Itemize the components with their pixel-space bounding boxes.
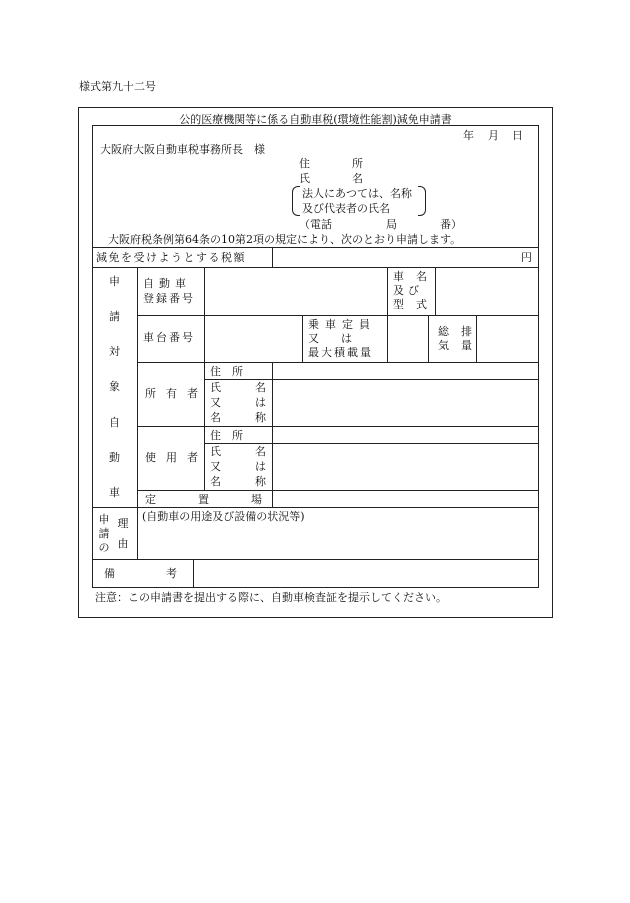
user-name-field[interactable] <box>274 445 537 489</box>
storage-location-label: 定置場 <box>145 493 304 506</box>
rule-owner-sub <box>204 379 539 380</box>
model-label-line2: 及び <box>393 284 423 297</box>
form-title: 公的医療機関等に係る自動車税(環境性能割)減免申請書 <box>179 113 452 126</box>
tax-amount-field[interactable] <box>274 248 518 266</box>
date-year-label: 年 <box>463 129 474 142</box>
rule-tax-divider <box>272 247 273 267</box>
footer-note: 注意：この申請書を提出する際に、自動車検査証を提示してください。 <box>95 591 447 604</box>
owner-address-field[interactable] <box>274 364 537 378</box>
rule-left-column <box>137 267 138 559</box>
chassis-number-field[interactable] <box>206 317 300 360</box>
applicant-address-label: 住 所 <box>299 157 363 170</box>
capacity-label-line3: 最大積載量 <box>308 346 373 359</box>
model-field[interactable] <box>437 269 537 313</box>
capacity-label-line2: 又 は <box>308 332 352 345</box>
storage-location-field[interactable] <box>274 492 537 506</box>
displacement-label-line1: 総排 <box>438 325 484 338</box>
rule-displacement-left <box>428 315 429 362</box>
rule-storage-top <box>137 490 539 491</box>
addressee: 大阪府大阪自動車税事務所長 様 <box>100 143 265 156</box>
corp-note-bracket-right <box>418 186 426 216</box>
model-label-line3: 型式 <box>393 298 439 311</box>
rule-chassis-top <box>137 315 539 316</box>
remarks-label-right: 考 <box>166 567 177 580</box>
registration-number-field[interactable] <box>206 269 385 313</box>
rule-remarks-top <box>92 559 539 560</box>
corp-note-line1: 法人にあつては、名称 <box>302 187 412 200</box>
remarks-field[interactable] <box>195 561 537 586</box>
chassis-number-label: 車台番号 <box>143 331 195 344</box>
rule-model-left <box>387 267 388 315</box>
rule-user-sub <box>204 443 539 444</box>
user-address-label: 住 所 <box>210 429 243 442</box>
phone-number-label: 番） <box>440 218 462 231</box>
rule-capacity-right <box>387 315 388 362</box>
rule-owner-top <box>137 362 539 363</box>
owner-name-line2: 又は <box>210 396 300 409</box>
displacement-label-line2: 気量 <box>438 339 484 352</box>
rule-capacity-left <box>302 315 303 362</box>
displacement-field[interactable] <box>478 317 537 360</box>
capacity-field[interactable] <box>389 317 426 360</box>
date-day-label: 日 <box>512 129 523 142</box>
reason-field[interactable] <box>139 524 537 557</box>
capacity-label-line1: 乗車定員 <box>308 318 376 331</box>
reason-label-right: 理 由 <box>117 516 129 551</box>
user-label: 使用者 <box>145 451 208 464</box>
phone-bureau-label: 局 <box>386 218 397 231</box>
reason-note: (自動車の用途及び設備の状況等) <box>142 510 305 523</box>
user-name-line2: 又は <box>210 460 300 473</box>
corp-note-line2: 及び代表者の氏名 <box>302 202 390 215</box>
rule-remarks-divider <box>193 559 194 588</box>
user-name-line3: 名称 <box>210 475 300 488</box>
phone-label-open: （電話 <box>299 218 332 231</box>
application-statement: 大阪府税条例第64条の10第2項の規定により、次のとおり申請します。 <box>108 233 462 246</box>
registration-label-line2: 登録番号 <box>143 292 195 305</box>
tax-amount-label: 減免を受けようとする税額 <box>96 251 246 264</box>
owner-name-field[interactable] <box>274 381 537 425</box>
form-number: 様式第九十二号 <box>79 80 156 93</box>
owner-name-line1: 氏名 <box>210 381 300 394</box>
owner-address-label: 住 所 <box>210 365 243 378</box>
rule-user-top <box>137 426 539 427</box>
owner-name-line3: 名称 <box>210 411 300 424</box>
registration-label-line1: 自動車 <box>143 277 191 290</box>
rule-reason-top <box>92 507 539 508</box>
rule-vehicle-top <box>92 267 539 268</box>
user-name-line1: 氏名 <box>210 445 300 458</box>
tax-amount-unit: 円 <box>521 251 532 264</box>
vehicle-section-label: 申 請 対 象 自 動 車 <box>109 275 120 499</box>
date-month-label: 月 <box>488 129 499 142</box>
remarks-label-left: 備 <box>104 567 115 580</box>
owner-label: 所有者 <box>145 387 208 400</box>
applicant-name-label: 氏 名 <box>299 172 363 185</box>
user-address-field[interactable] <box>274 428 537 442</box>
reason-label-left: 申 請 の <box>98 513 110 554</box>
model-label-line1: 車名 <box>393 270 439 283</box>
corp-note-bracket-left <box>292 186 300 216</box>
